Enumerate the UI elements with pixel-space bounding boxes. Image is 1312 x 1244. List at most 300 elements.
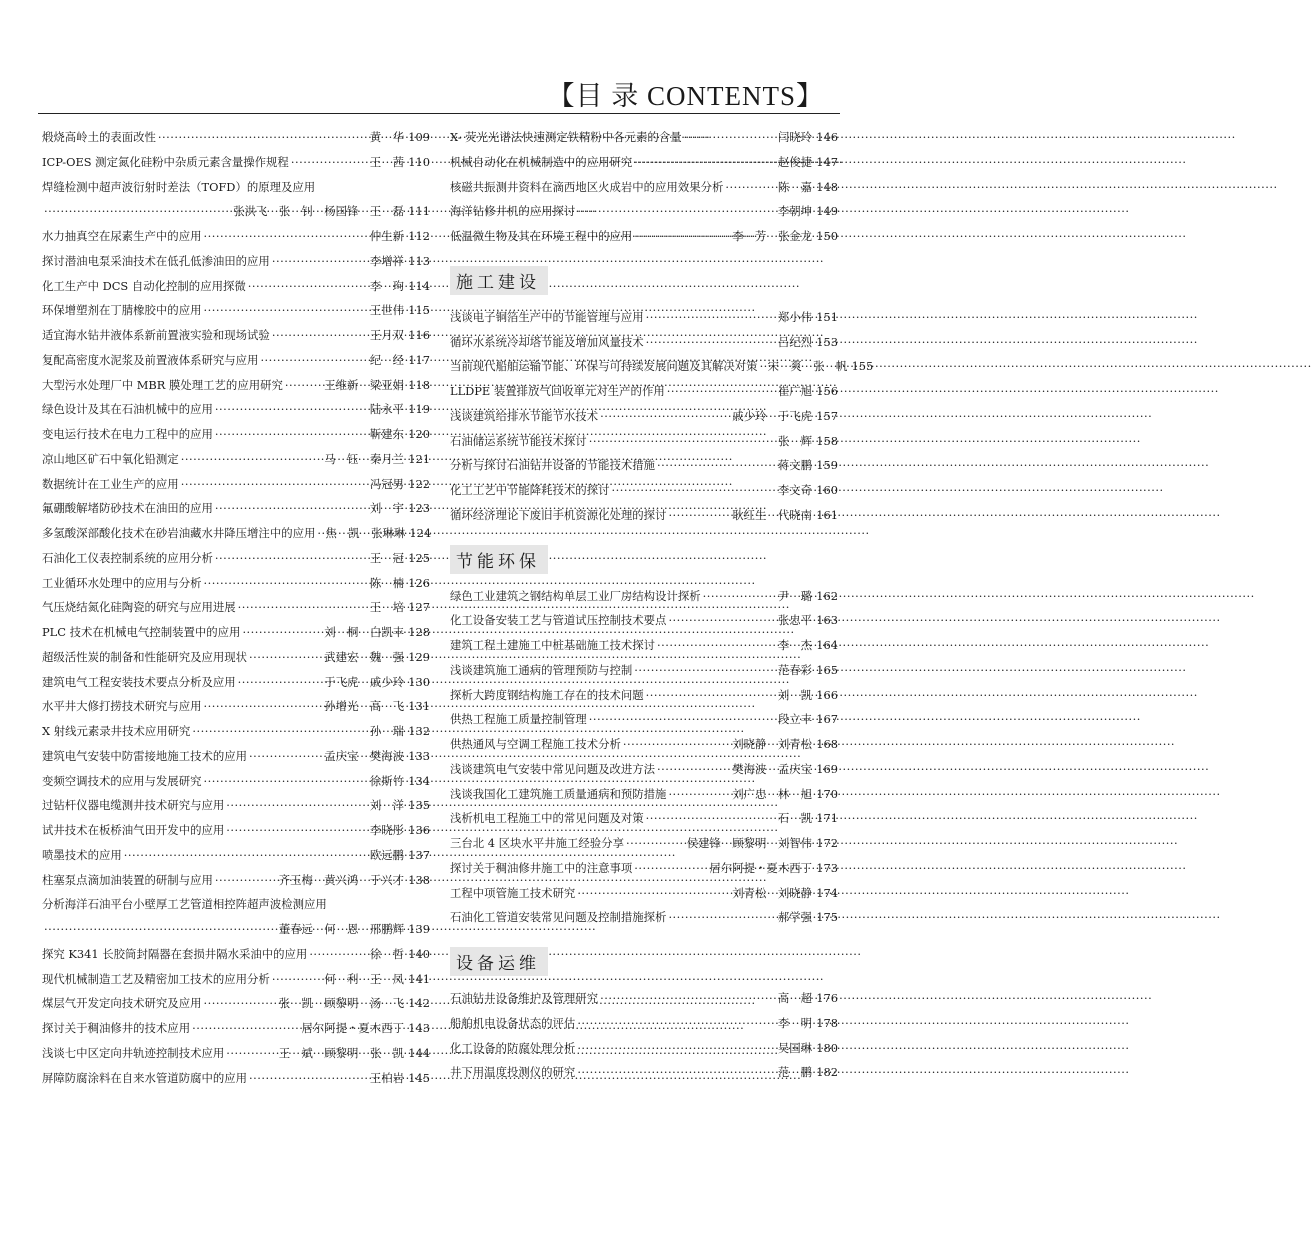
toc-entry[interactable] [450,757,838,782]
entry-title: PLC 技术在机械电气控制装置中的应用 [42,625,241,639]
toc-entry[interactable] [42,744,430,769]
entry-page: 180 [816,1040,838,1055]
entry-page: 129 [408,649,430,664]
entry-page: 178 [816,1015,838,1030]
leader-dots [203,224,367,249]
entry-title: 多氢酸深部酸化技术在砂岩油藏水井降压增注中的应用 [42,526,316,540]
entry-page: 110 [408,154,430,169]
entry-author: 黄 华 [369,130,404,144]
toc-entry[interactable] [42,348,430,373]
toc-entry[interactable] [450,354,874,379]
entry-page: 176 [816,991,838,1005]
entry-author: 刘晓静 刘青松 [732,737,812,751]
entry-author: 李 珣 [369,278,404,293]
entry-author: 王月双 [369,328,404,342]
leader-dots [634,658,776,683]
leader-dots [703,584,776,609]
toc-entry[interactable] [42,546,430,571]
leader-dots [158,125,368,150]
toc-entry[interactable] [450,429,838,454]
entry-page: 128 [408,625,430,639]
toc-entry[interactable] [450,125,838,150]
toc-entry[interactable] [450,831,838,856]
leader-dots [181,447,323,472]
toc-entry[interactable] [42,991,430,1016]
entry-page: 124 [409,526,432,540]
leader-dots [226,1041,276,1066]
toc-entry[interactable] [42,1016,430,1041]
section-heading [450,249,838,305]
entry-page: 162 [816,588,838,603]
toc-entry[interactable] [42,967,430,992]
toc-entry[interactable] [42,620,430,645]
entry-title: 水力抽真空在尿素生产中的应用 [42,229,202,243]
entry-author: 宋 爽 张 帆 [767,359,848,374]
entry-author: 武建宏 魏 强 [324,649,404,664]
toc-entry[interactable] [450,608,838,633]
entry-page: 155 [851,359,874,374]
entry-page: 123 [408,501,430,516]
entry-page: 151 [816,309,838,324]
entry-title: 核磁共振测井资料在滴西地区火成岩中的应用效果分析 [450,179,724,194]
entry-author: 李增祥 [369,253,404,268]
entry-title: 浅谈建筑给排水节能节水技术 [450,408,599,423]
entry-page: 144 [408,1045,430,1060]
toc-entry[interactable] [450,782,838,807]
toc-entry[interactable] [450,683,838,708]
entry-page: 175 [816,910,838,925]
toc-entry[interactable] [450,305,838,330]
entry-title: 供热通风与空调工程施工技术分析 [450,737,621,751]
entry-page: 167 [816,712,838,727]
entry-author: 于飞虎 戚少玲 [324,674,404,689]
entry-page: 156 [816,384,838,398]
leader-dots [238,670,323,695]
entry-title: 船舶机电设备状态的评估 [450,1015,576,1030]
leader-dots [272,967,322,992]
entry-page: 121 [408,451,430,466]
toc-entry[interactable] [42,224,430,249]
leader-dots [667,379,776,404]
entry-title: 化工设备的防腐处理分析 [450,1040,576,1055]
header-rule [38,113,840,114]
toc-entry[interactable] [42,249,430,274]
entry-author: 王世伟 [369,303,404,318]
toc-entry[interactable] [42,150,430,175]
entry-author: 孙增光 高 飞 [324,699,404,714]
toc-entry[interactable] [450,404,838,429]
entry-page: 150 [816,229,838,243]
leader-dots [215,868,277,893]
toc-entry[interactable] [42,595,430,620]
entry-title: 变频空调技术的应用与发展研究 [42,773,202,788]
entry-title: 探讨关于稠油修井施工中的注意事项 [450,860,633,875]
toc-entry[interactable] [450,633,838,658]
leader-dots [192,1016,299,1041]
entry-title: 复配高密度水泥浆及前置液体系研究与应用 [42,352,259,367]
leader-dots [317,521,323,546]
entry-title: 探讨潜油电泵采油技术在低孔低渗油田的应用 [42,253,270,268]
leader-dots [242,620,322,645]
entry-title: X 射线元素录井技术应用研究 [42,724,191,738]
entry-page: 166 [816,687,838,702]
leader-dots [657,453,776,478]
entry-author: 刘广忠 林 旭 [732,786,812,801]
entry-author: 居尔阿提・夏木西丁 [301,1021,404,1035]
toc-entry[interactable] [42,298,430,323]
toc-entry[interactable] [450,806,838,831]
entry-page: 148 [816,179,838,194]
entry-title: 绿色设计及其在石油机械中的应用 [42,402,213,417]
entry-author: 齐玉梅 黄兴鸿 于兴才 [278,872,404,887]
entry-title: 喷墨技术的应用 [42,847,122,862]
entry-author: 刘 宇 [369,501,404,516]
leader-dots [248,274,368,299]
entry-page: 145 [408,1070,430,1085]
toc-entry[interactable] [42,373,430,398]
leader-dots [44,199,231,224]
leader-dots [215,422,368,447]
toc-entry[interactable] [450,224,838,249]
entry-title: 石油化工仪表控制系统的应用分析 [42,550,213,565]
entry-title: 屏障防腐涂料在自来水管道防腐中的应用 [42,1070,248,1085]
entry-author: 孙 瑞 [369,724,404,738]
toc-entry[interactable] [450,379,838,404]
entry-title: 三台北 4 区块水平井施工经验分享 [450,836,624,850]
toc-entry[interactable] [42,1066,430,1091]
entry-title: 建筑工程土建施工中桩基础施工技术探讨 [450,638,656,652]
leader-dots [203,571,367,596]
entry-author: 李 芳 张金龙 [732,229,812,243]
leader-dots [291,150,368,175]
leader-dots [589,707,776,732]
entry-title: 超级活性炭的制备和性能研究及应用现状 [42,649,248,664]
entry-title: 煤层气开发定向技术研究及应用 [42,996,202,1011]
toc-entry[interactable] [42,323,430,348]
leader-dots [634,224,730,249]
entry-author: 李 明 [777,1015,812,1030]
entry-author: 张 辉 [777,433,812,448]
entry-author: 郝学强 [777,910,812,925]
entry-title: 大型污水处理厂中 MBR 膜处理工艺的应用研究 [42,377,283,392]
entry-title: 石油钻井设备维护及管理研究 [450,991,599,1005]
entry-page: 140 [408,946,430,961]
entry-author: 仲生新 [369,229,404,243]
toc-entry[interactable] [42,818,430,843]
leader-dots [589,429,776,454]
entry-page: 170 [816,786,838,801]
toc-entry[interactable] [42,793,430,818]
entry-author: 王 冠 [369,550,404,565]
entry-author: 郑小伟 [777,309,812,324]
entry-title: 煅烧高岭土的表面改性 [42,130,156,144]
toc-entry[interactable] [42,719,430,744]
entry-title: 凉山地区矿石中氧化铅测定 [42,451,179,466]
toc-entry[interactable] [42,397,430,422]
section-title: 节能环保 [450,545,548,574]
entry-author: 纪 经 [369,352,404,367]
toc-entry[interactable] [450,905,838,930]
toc-entry[interactable] [42,274,430,299]
toc-entry[interactable] [450,584,838,609]
entry-page: 111 [408,204,430,219]
leader-dots [646,683,776,708]
entry-title: 供热工程施工质量控制管理 [450,712,587,727]
entry-title: 分析与探讨石油钻井设备的节能技术措施 [450,458,656,473]
entry-title: 建筑电气安装中防雷接地施工技术的应用 [42,748,248,763]
entry-title: 浅析机电工程施工中的常见问题及对策 [450,811,644,826]
leader-dots [181,472,368,497]
entry-title: 石油储运系统节能技术探讨 [450,433,587,448]
section-heading [450,930,838,986]
entry-author: 张忠平 [777,613,812,628]
leader-dots [272,249,368,274]
toc-entry[interactable] [42,694,430,719]
entry-author: 欧远鹏 [369,847,404,862]
leader-dots [646,806,776,831]
entry-page: 173 [816,860,838,875]
entry-author: 王 斌 顾黎明 张 凯 [278,1045,404,1060]
leader-dots [272,323,368,348]
entry-author: 董春远 何 恩 邢鹏辉 [278,922,404,936]
entry-author: 李文奇 [777,483,812,497]
entry-page: 133 [408,748,430,763]
toc-entry[interactable] [450,732,838,757]
entry-page: 109 [408,130,430,144]
leader-dots [668,905,775,930]
entry-title: 探析大跨度钢结构施工存在的技术问题 [450,687,644,702]
entry-page: 134 [408,773,430,788]
leader-dots [192,719,367,744]
leader-dots [577,1011,776,1036]
entry-title: 气压烧结氮化硅陶瓷的研究与应用进展 [42,600,236,615]
entry-author: 刘青松 刘晓静 [732,885,812,900]
entry-title: 探究 K341 长胶筒封隔器在套损井隔水采油中的应用 [42,946,308,961]
entry-page: 114 [408,278,430,293]
entry-title: LLDPE 装置排放气回收单元对生产的作用 [450,384,665,398]
toc-entry[interactable] [450,986,838,1011]
entry-author: 张洪飞 张 钊 杨国锋 王 磊 [233,204,404,219]
entry-author: 刘 凯 [777,687,812,702]
entry-title: 探讨关于稠油修井的技术应用 [42,1021,191,1035]
toc-entry[interactable] [42,175,430,225]
entry-page: 118 [408,377,430,392]
entry-page: 157 [816,408,838,423]
toc-entry[interactable] [450,856,838,881]
toc-entry[interactable] [450,453,838,478]
leader-dots [634,150,776,175]
leader-dots [226,793,368,818]
entry-author: 樊海波 孟庆宝 [732,761,812,776]
entry-page: 119 [408,402,430,417]
leader-dots [657,757,730,782]
entry-page: 168 [816,737,838,751]
entry-page: 174 [816,885,838,900]
entry-title: 现代机械制造工艺及精密加工技术的应用分析 [42,971,270,986]
entry-page: 172 [816,836,838,850]
leader-dots [260,348,367,373]
toc-entry[interactable] [42,521,430,546]
entry-page: 159 [816,458,838,473]
leader-dots [626,831,685,856]
leader-dots [600,986,776,1011]
section-title: 设备运维 [450,947,548,976]
entry-page: 138 [408,872,430,887]
entry-author: 焦 凯 张琳琳 [325,526,406,540]
entry-author: 徐 哲 [369,946,404,961]
leader-dots [309,942,368,967]
leader-dots [657,633,776,658]
entry-author: 李朝坤 [777,204,812,219]
entry-title: 浅谈建筑施工通病的管理预防与控制 [450,662,633,677]
leader-dots [226,818,368,843]
leader-dots [577,881,730,906]
entry-page: 116 [408,328,430,342]
toc-entry[interactable] [450,478,838,503]
entry-page: 146 [816,130,838,144]
entry-author: 赵俊捷 [777,154,812,169]
entry-page: 147 [816,154,838,169]
entry-title: 绿色工业建筑之钢结构单层工业厂房结构设计探析 [450,588,701,603]
entry-author: 崔广旭 [777,384,812,398]
toc-entry[interactable] [450,175,838,200]
entry-page: 141 [408,971,430,986]
leader-dots [203,991,276,1016]
entry-page: 164 [816,638,838,652]
entry-page: 131 [408,699,430,714]
leader-dots [668,782,730,807]
entry-title: 循环经济理论下废旧手机资源化处理的探讨 [450,507,667,522]
toc-entry[interactable] [450,658,838,683]
entry-title: 机械自动化在机械制造中的应用研究 [450,154,633,169]
entry-title: X- 荧光光谱法快速测定铁精粉中各元素的含量 [450,130,682,144]
toc-entry[interactable] [450,150,838,175]
leader-dots [285,373,322,398]
toc-entry[interactable] [450,1060,838,1085]
toc-entry[interactable] [42,472,430,497]
entry-author: 居尔阿提・夏木西丁 [709,860,812,875]
toc-entry[interactable] [42,769,430,794]
entry-author: 范春彩 [777,662,812,677]
toc-entry[interactable] [450,1011,838,1036]
entry-author: 段立丰 [777,712,812,727]
leader-dots [760,354,766,379]
toc-entry[interactable] [42,942,430,967]
entry-title: 低温微生物及其在环境工程中的应用 [450,229,633,243]
entry-page: 163 [816,613,838,628]
entry-author: 孟庆宝 樊海波 [324,748,404,763]
entry-author: 刘 桐 白凯丰 [324,625,404,639]
entry-title: 焊缝检测中超声波衍射时差法（TOFD）的原理及应用 [42,179,316,194]
entry-author: 戚少玲 于飞虎 [732,408,812,423]
section-heading [450,528,838,584]
leader-dots [725,175,775,200]
entry-author: 陈 楠 [369,575,404,590]
leader-dots [577,1036,776,1061]
entry-author: 陆永平 [369,402,404,417]
entry-page: 120 [408,427,430,441]
leader-dots [249,1066,368,1091]
entry-page: 135 [408,798,430,813]
entry-author: 高 超 [777,991,812,1005]
leader-dots [623,732,730,757]
entry-author: 何 利 王 凤 [324,971,404,986]
entry-author: 王 茜 [369,154,404,169]
entry-title: 变电运行技术在电力工程中的应用 [42,427,213,441]
entry-title: 石油化工管道安装常见问题及控制措施探析 [450,910,667,925]
entry-author: 陈 嘉 [777,179,812,194]
toc-entry[interactable] [450,707,838,732]
entry-author: 刘 洋 [369,798,404,813]
entry-title: 建筑电气工程安装技术要点分析及应用 [42,674,236,689]
toc-entry[interactable] [42,1041,430,1066]
toc-entry[interactable] [42,645,430,670]
entry-author: 徐斯竹 [369,773,404,788]
entry-title: 工程中项管施工技术研究 [450,885,576,900]
toc-entry[interactable] [42,868,430,893]
entry-page: 137 [408,847,430,862]
entry-page: 112 [408,229,430,243]
entry-author: 石 凯 [777,811,812,826]
toc-entry[interactable] [450,881,838,906]
toc-entry[interactable] [42,447,430,472]
entry-title: 水平井大修打捞技术研究与应用 [42,699,202,714]
entry-page: 113 [408,253,430,268]
entry-title: 化工工艺中节能降耗技术的探讨 [450,483,610,497]
entry-author: 李晓彤 [369,823,404,837]
leader-dots [577,199,776,224]
leader-dots [203,769,367,794]
entry-page: 161 [816,507,838,522]
entry-title: 当前现代船舶运输节能、环保与可持续发展问题及其解决对策 [450,359,758,374]
entry-author: 靳建东 [369,427,404,441]
toc-entry[interactable] [42,843,430,868]
entry-page: 117 [408,352,430,367]
entry-page: 142 [408,996,430,1011]
entry-page: 125 [408,550,430,565]
toc-entry[interactable] [450,199,838,224]
leader-dots [203,298,367,323]
toc-entry[interactable] [42,571,430,596]
entry-author: 王柏岩 [369,1070,404,1085]
entry-page: 132 [408,724,430,738]
toc-entry[interactable] [42,892,430,942]
toc-entry[interactable] [450,330,838,355]
leader-dots [215,397,368,422]
entry-title: 氟硼酸解堵防砂技术在油田的应用 [42,501,213,516]
entry-title: 浅谈建筑电气安装中常见问题及改进方法 [450,761,656,776]
toc-entry[interactable] [42,125,430,150]
entry-title: 环保增塑剂在丁腈橡胶中的应用 [42,303,202,318]
leader-dots [203,694,322,719]
entry-author: 张 凯 顾黎明 汤 飞 [278,996,404,1011]
entry-title: 浅谈七中区定向井轨迹控制技术应用 [42,1045,225,1060]
entry-author: 范 鹏 [777,1065,812,1080]
toc-entry[interactable] [42,496,430,521]
toc-entry[interactable] [450,1036,838,1061]
section-title: 施工建设 [450,266,548,295]
entry-title: 数据统计在工业生产的应用 [42,476,179,491]
toc-entry[interactable] [42,670,430,695]
entry-author: 尹 璐 [777,588,812,603]
entry-page: 143 [408,1021,430,1035]
contents-title: 【目 录 CONTENTS】 [547,81,824,111]
toc-entry[interactable] [450,503,838,528]
entry-title: 循环水系统冷却塔节能及增加风量技术 [450,334,644,349]
entry-title: 柱塞泵点滴加油装置的研制与应用 [42,872,213,887]
leader-dots [646,330,776,355]
toc-entry[interactable] [42,422,430,447]
